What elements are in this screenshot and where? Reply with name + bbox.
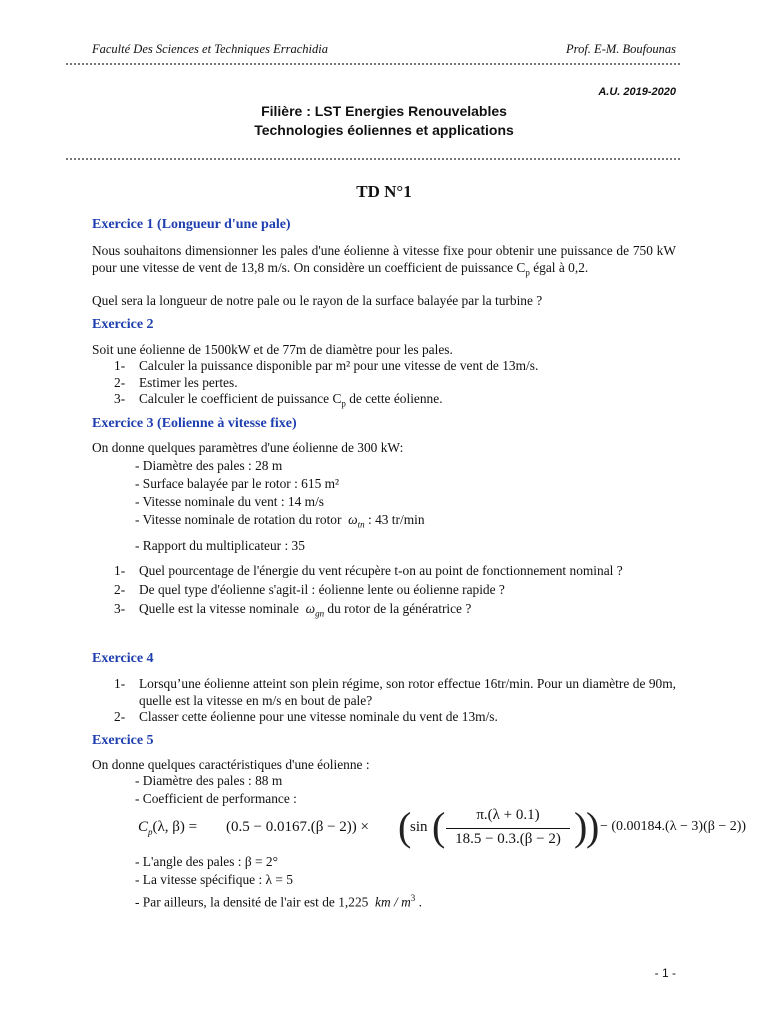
list-text bbox=[139, 391, 676, 412]
exercise-2-list bbox=[114, 358, 676, 412]
list-number: 2- bbox=[114, 581, 126, 597]
density-end: . bbox=[415, 894, 422, 910]
page-number: - 1 - bbox=[654, 966, 676, 980]
formula-lhs bbox=[138, 819, 197, 837]
exercise-2-intro: Soit une éolienne de 1500kW et de 77m de diamètre pour les pales. bbox=[92, 342, 453, 357]
formula-term1: (0.5 − 0.0167.(β − 2)) × bbox=[226, 819, 369, 835]
list-text: Calculer la puissance disponible par m² pour une vitesse de vent de 13m/s. bbox=[139, 358, 539, 373]
list-text: Lorsqu’une éolienne atteint son plein régime, son rotor effectue 16tr/min. Pour un diamètre de 90m, quelle est la vitesse en m/s en bout de pale? bbox=[139, 676, 676, 708]
exercise-3-params bbox=[135, 457, 425, 555]
param-item: - La vitesse spécifique : λ = 5 bbox=[135, 872, 293, 887]
param-item: - Diamètre des pales : 28 m bbox=[135, 458, 283, 473]
param-item: - Rapport du multiplicateur : 35 bbox=[135, 537, 305, 553]
ex3-q3-text: Quelle est la vitesse nominale bbox=[139, 601, 299, 616]
formula-paren-close: ) bbox=[586, 804, 600, 849]
academic-year: A.U. 2019-2020 bbox=[598, 86, 676, 98]
formula-cp-sub: p bbox=[148, 827, 153, 837]
list-item bbox=[114, 709, 676, 726]
exercise-1-text bbox=[92, 243, 676, 281]
ex1-text-end: égal à 0,2. bbox=[529, 259, 589, 275]
performance-coefficient-formula bbox=[92, 804, 747, 853]
course-title: Technologies éoliennes et applications bbox=[254, 122, 514, 138]
formula-paren-open: ( bbox=[398, 804, 412, 849]
exercise-5-params-2 bbox=[135, 853, 422, 911]
doc-title: TD N°1 bbox=[356, 182, 412, 201]
param-item: - L'angle des pales : β = 2° bbox=[135, 854, 278, 869]
list-number: 1- bbox=[114, 563, 126, 578]
exercise-4-list bbox=[114, 676, 676, 726]
param-item: - Vitesse nominale du vent : 14 m/s bbox=[135, 494, 324, 509]
list-item bbox=[114, 358, 676, 375]
header-professor: Prof. E-M. Boufounas bbox=[566, 42, 676, 56]
param-item: - Diamètre des pales : 88 m bbox=[135, 773, 283, 788]
list-item bbox=[114, 676, 676, 709]
density-unit: km / m bbox=[375, 894, 411, 910]
ex2-item3-text: Calculer le coefficient de puissance C bbox=[139, 391, 342, 406]
list-text: Estimer les pertes. bbox=[139, 374, 238, 390]
formula-cp: C bbox=[138, 819, 149, 835]
list-text: De quel type d'éolienne s'agit-il : éolienne lente ou éolienne rapide ? bbox=[139, 581, 505, 597]
exercise-1-question: Quel sera la longueur de notre pale ou le rayon de la surface balayée par la turbine ? bbox=[92, 293, 543, 308]
ex1-cp-sub: p bbox=[525, 267, 530, 278]
list-number: 3- bbox=[114, 391, 126, 406]
filiere-title: Filière : LST Energies Renouvelables bbox=[261, 103, 507, 119]
exercise-2-title: Exercice 2 bbox=[92, 317, 154, 332]
ex2-cp-sub: p bbox=[341, 398, 346, 409]
param-item: - Surface balayée par le rotor : 615 m² bbox=[135, 476, 340, 491]
param-item bbox=[135, 511, 425, 534]
omega-tn-sub: tn bbox=[357, 519, 365, 530]
param-label: - Vitesse nominale de rotation du rotor bbox=[135, 512, 342, 527]
list-number: 1- bbox=[114, 676, 126, 691]
exercise-5-title: Exercice 5 bbox=[92, 733, 154, 748]
exercise-3-questions bbox=[114, 563, 676, 622]
density-exp: 3 bbox=[410, 893, 416, 903]
list-number: 2- bbox=[114, 709, 126, 724]
formula-term2: − (0.00184.(λ − 3)(β − 2)) bbox=[600, 819, 747, 834]
list-text: Quel pourcentage de l'énergie du vent récupère t-on au point de fonctionnement nominal ? bbox=[139, 563, 623, 578]
omega-gn-sub: gn bbox=[315, 608, 325, 619]
rotor-speed-value: : 43 tr/min bbox=[364, 512, 425, 527]
list-item bbox=[114, 601, 676, 622]
list-number: 3- bbox=[114, 601, 126, 616]
title-divider bbox=[66, 158, 680, 160]
ex3-q3-end: du rotor de la génératrice ? bbox=[324, 601, 472, 616]
omega-gn-symbol: ω bbox=[305, 601, 316, 616]
ex1-text-part1: Nous souhaitons dimensionner les pales d'une éolienne à vitesse fixe pour obtenir une puissance de 750 kW pour une vitesse de vent de 13,8 m/s. On considère un coefficient de puissance C bbox=[92, 243, 676, 275]
list-item bbox=[114, 582, 676, 599]
header-institution: Faculté Des Sciences et Techniques Errachidia bbox=[92, 42, 328, 56]
exercise-3-title: Exercice 3 (Eolienne à vitesse fixe) bbox=[92, 416, 297, 431]
formula-denominator: 18.5 − 0.3.(β − 2) bbox=[455, 831, 561, 847]
omega-tn-symbol: ω bbox=[348, 512, 358, 527]
list-text bbox=[139, 601, 676, 622]
formula-args: (λ, β) = bbox=[152, 819, 198, 835]
exercise-4-title: Exercice 4 bbox=[92, 651, 154, 666]
list-text: Classer cette éolienne pour une vitesse nominale du vent de 13m/s. bbox=[139, 709, 498, 724]
formula-paren-open-2: ( bbox=[432, 804, 446, 849]
list-item bbox=[114, 563, 676, 580]
list-number: 1- bbox=[114, 358, 126, 373]
list-item bbox=[114, 375, 676, 392]
density-label: - Par ailleurs, la densité de l'air est de 1,225 bbox=[135, 894, 369, 910]
header-divider bbox=[66, 63, 680, 65]
param-item bbox=[135, 889, 422, 911]
ex2-item3-end: de cette éolienne. bbox=[345, 391, 443, 406]
formula-sin: sin bbox=[410, 819, 428, 835]
list-item bbox=[114, 391, 676, 412]
formula-numerator: π.(λ + 0.1) bbox=[476, 807, 540, 823]
list-number: 2- bbox=[114, 374, 126, 390]
param-item: - Coefficient de performance : bbox=[135, 791, 297, 806]
exercise-5-params bbox=[135, 772, 297, 808]
exercise-1-title: Exercice 1 (Longueur d'une pale) bbox=[92, 217, 291, 232]
formula-paren-close-2: ) bbox=[574, 804, 588, 849]
formula-fraction-bar bbox=[446, 828, 570, 829]
exercise-5-intro: On donne quelques caractéristiques d'une éolienne : bbox=[92, 757, 370, 772]
exercise-3-intro: On donne quelques paramètres d'une éolienne de 300 kW: bbox=[92, 440, 404, 455]
